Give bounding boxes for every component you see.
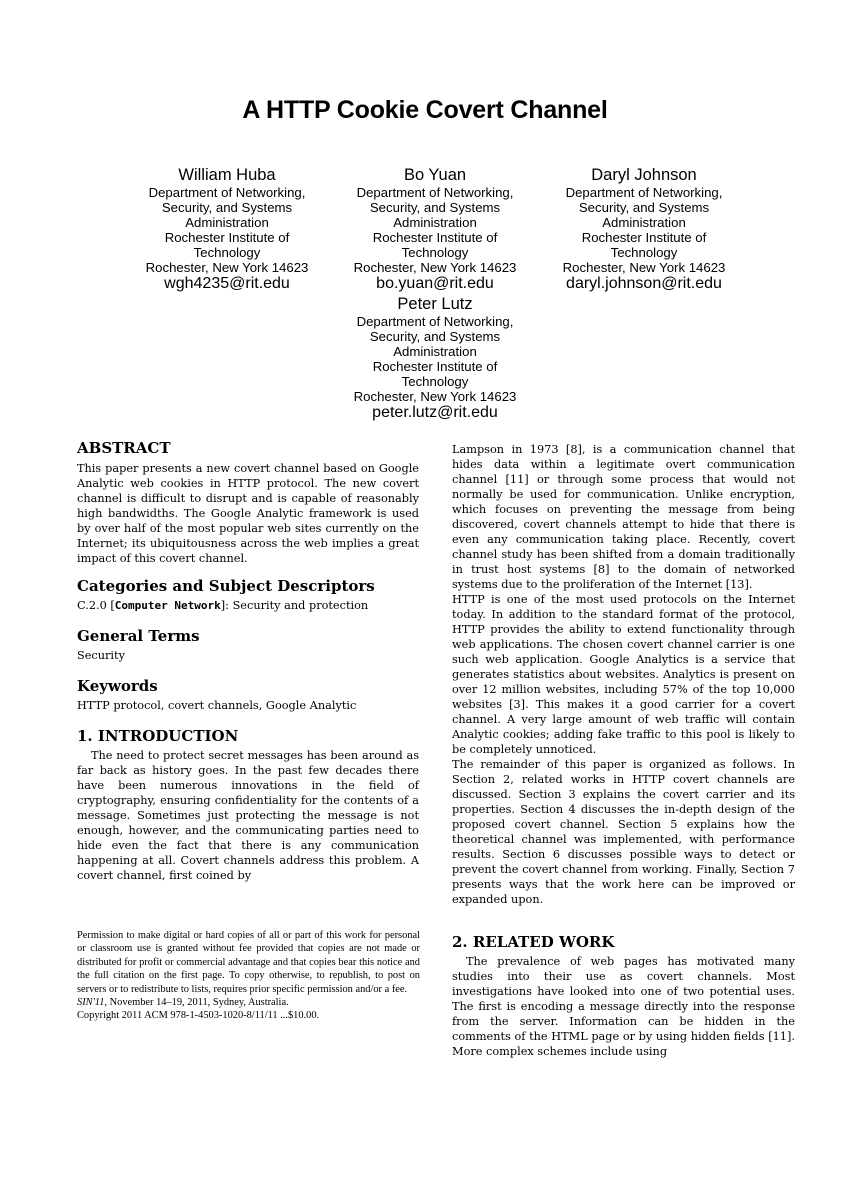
author-affiliation-line: Rochester, New York 14623 xyxy=(353,389,517,404)
introduction-heading: 1. INTRODUCTION xyxy=(77,727,239,745)
author-affiliation-line: Department of Networking, xyxy=(356,314,514,329)
keywords-text: HTTP protocol, covert channels, Google Analytic xyxy=(77,699,357,712)
left-column xyxy=(77,439,419,883)
categories-prefix: C.2.0 [ xyxy=(77,599,115,612)
keywords-heading: Keywords xyxy=(77,677,158,695)
author-affiliation-line: Department of Networking, xyxy=(565,185,723,200)
author-name: Daryl Johnson xyxy=(591,166,697,184)
conference-line xyxy=(77,996,420,1009)
author-block xyxy=(320,295,550,422)
author-affiliation-line: Security, and Systems xyxy=(161,200,293,215)
author-block xyxy=(112,166,342,293)
author-email: wgh4235@rit.edu xyxy=(164,275,290,292)
permission-notice xyxy=(77,929,420,1023)
categories-suffix: ]: Security and protection xyxy=(220,599,369,612)
author-affiliation-line: Security, and Systems xyxy=(578,200,710,215)
author-affiliation-line: Rochester Institute of xyxy=(372,359,498,374)
introduction-paragraph: The need to protect secret messages has been around as far back as history goes. In the past few decades there have been numerous innovations in the field of cryptography, ensuring confidentiality for the contents of a message. Sometimes just protecting the message is not enough, however, and the communicating parties need to hide even the fact that there is any communication happening at all. Covert channels address this problem. A covert channel, first coined by xyxy=(77,749,419,882)
author-name: William Huba xyxy=(178,166,276,184)
categories-text xyxy=(77,598,419,613)
author-block xyxy=(320,166,550,293)
author-email: peter.lutz@rit.edu xyxy=(372,404,498,421)
author-affiliation-line: Technology xyxy=(610,245,678,260)
general-terms-text: Security xyxy=(77,649,125,662)
author-affiliation-line: Rochester Institute of xyxy=(372,230,498,245)
related-work-heading: 2. RELATED WORK xyxy=(452,933,615,951)
right-column xyxy=(452,442,795,1059)
author-affiliation-line: Rochester, New York 14623 xyxy=(353,260,517,275)
conference-details: November 14–19, 2011, Sydney, Australia. xyxy=(107,997,289,1009)
intro-paragraph-organization: The remainder of this paper is organized as follows. In Section 2, related works in HTTP covert channels are discussed. Section 3 explains the covert carrier and its properties. Section 4 discusses the in-depth design of the proposed covert channel. Section 5 explains how the theoretical channel was implemented, with performance results. Section 6 discusses possible ways to detect or prevent the covert channel from working. Finally, Section 7 presents ways that the work here can be improved or expanded upon. xyxy=(452,758,795,906)
permission-text: Permission to make digital or hard copies of all or part of this work for personal or classroom use is granted without fee provided that copies are not made or distributed for profit or commercial advantage and that copies bear this notice and the full citation on the first page. To copy otherwise, to republish, to post on servers or to redistribute to lists, requires prior specific permission and/or a fee. xyxy=(77,930,420,995)
author-affiliation-line: Rochester Institute of xyxy=(164,230,290,245)
general-terms-heading: General Terms xyxy=(77,627,200,645)
paper-title: A HTTP Cookie Covert Channel xyxy=(242,96,608,124)
author-affiliation-line: Security, and Systems xyxy=(369,200,501,215)
author-affiliation-line: Department of Networking, xyxy=(356,185,514,200)
author-affiliation-line: Rochester Institute of xyxy=(581,230,707,245)
author-affiliation-line: Technology xyxy=(193,245,261,260)
author-name: Peter Lutz xyxy=(397,295,473,313)
copyright-line: Copyright 2011 ACM 978-1-4503-1020-8/11/11 ...$10.00. xyxy=(77,1010,320,1022)
intro-paragraph-continued: Lampson in 1973 [8], is a communication channel that hides data within a legitimate overt communication channel [11] or through some process that would not normally be used for communication. Unlike encryption, which focuses on preventing the message from being discovered, covert channels attempt to hide that there is even any communication taking place. Recently, covert channel study has been shifted from a domain traditionally in trust host systems [8] to the domain of networked systems due to the proliferation of the Internet [13]. xyxy=(452,443,795,591)
author-email: bo.yuan@rit.edu xyxy=(376,275,494,292)
conference-name: SIN'11, xyxy=(77,997,108,1009)
categories-term: Computer Network xyxy=(114,599,221,612)
author-affiliation-line: Administration xyxy=(185,215,269,230)
author-email: daryl.johnson@rit.edu xyxy=(566,275,722,292)
author-block xyxy=(529,166,759,293)
abstract-heading: ABSTRACT xyxy=(77,439,171,457)
author-affiliation-line: Security, and Systems xyxy=(369,329,501,344)
author-name: Bo Yuan xyxy=(403,166,467,184)
intro-paragraph-http: HTTP is one of the most used protocols on the Internet today. In addition to the standard format of the protocol, HTTP provides the ability to extend functionality through web applications. The chosen covert channel carrier is one such web application. Google Analytics is a service that generates statistics about websites. Analytics is present on over 12 million websites, including 57% of the top 10,000 websites [3]. This makes it a good carrier for a covert channel. A very large amount of web traffic will contain Analytic cookies; adding fake traffic to this pool is likely to be completely unnoticed. xyxy=(452,593,795,756)
author-affiliation-line: Technology xyxy=(401,374,469,389)
author-affiliation-line: Administration xyxy=(393,344,477,359)
related-work-paragraph: The prevalence of web pages has motivated many studies into their use as covert channels. Most investigations have looked into one of two potential uses. The first is encoding a message directly into the response from the server. Information can be hidden in the comments of the HTML page or by using hidden fields [11]. More complex schemes include using xyxy=(452,955,795,1058)
author-affiliation-line: Department of Networking, xyxy=(148,185,306,200)
abstract-text: This paper presents a new covert channel based on Google Analytic web cookies in HTTP protocol. The new covert channel is difficult to disrupt and is capable of reasonably high bandwidths. The Google Analytic framework is used by over half of the most popular web sites currently on the Internet; its ubiquitousness across the web implies a great impact of this covert channel. xyxy=(77,462,419,565)
categories-heading: Categories and Subject Descriptors xyxy=(77,577,375,595)
author-affiliation-line: Administration xyxy=(393,215,477,230)
author-affiliation-line: Technology xyxy=(401,245,469,260)
author-affiliation-line: Rochester, New York 14623 xyxy=(145,260,309,275)
author-affiliation-line: Rochester, New York 14623 xyxy=(562,260,726,275)
author-affiliation-line: Administration xyxy=(602,215,686,230)
